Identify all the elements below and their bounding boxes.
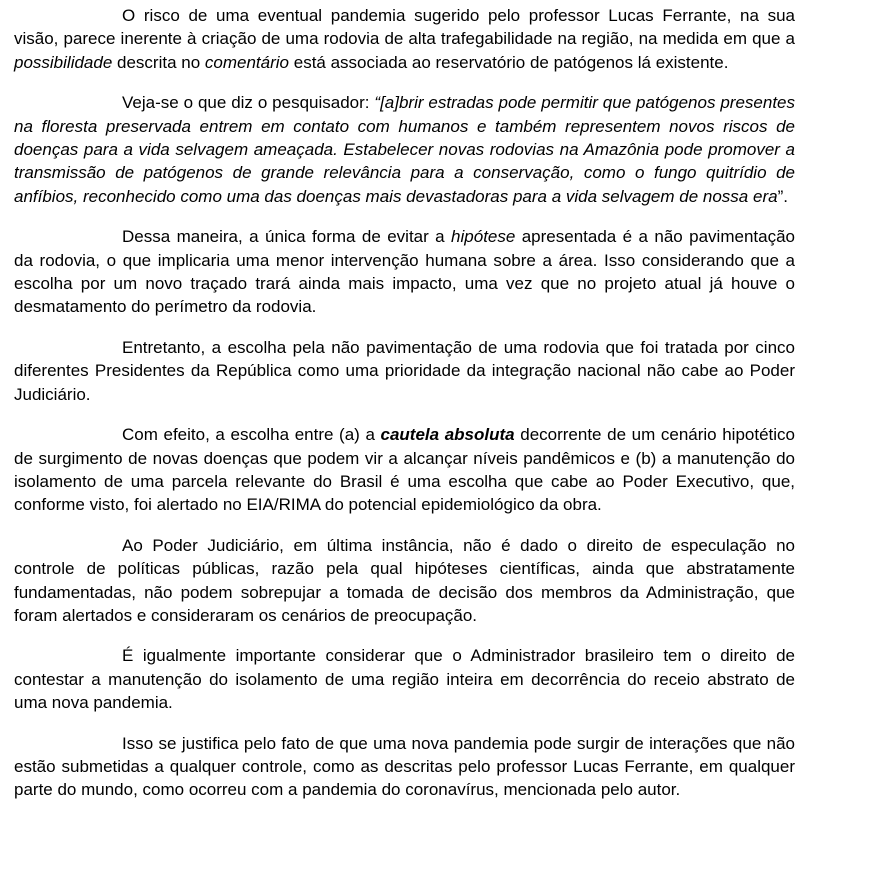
text-run: É igualmente importante considerar que o Administrador brasileiro tem o direito de contestar a manutenção do isolamento de uma região inteira em decorrência do receio abstrato de uma nova pandemia.: [14, 646, 795, 713]
paragraph-avoid-hypothesis: [14, 225, 795, 319]
text-run: O risco de uma eventual pandemia sugerido pelo professor Lucas Ferrante, na sua visão, parece inerente à criação de uma rodovia de alta trafegabilidade na região, na medida em que a: [14, 6, 795, 49]
text-run-bold-italic: cautela absoluta: [380, 425, 515, 445]
text-run-italic: possibilidade: [14, 52, 113, 72]
paragraph-administrator-right: [14, 644, 795, 714]
text-run: apresentada é a não pavimentação da rodovia, o que implicaria uma menor intervenção humana sobre a área. Isso considerando que a escolha por um novo traçado trará ainda mais impacto, uma vez que no projeto atual já houve o desmatamento do perímetro da rodovia.: [14, 227, 795, 317]
text-run-quote-italic: “[a]brir estradas pode permitir que patógenos presentes na floresta preservada entrem em contato com humanos e também representem novos riscos de doenças para a vida selvagem ameaçada. Estabelecer novas rodovias na Amazônia pode promover a transmissão de patógenos de grande relevância para a conservação, como o fungo quitrídio de anfíbios, reconhecido como uma das doenças mais devastadoras para a vida selvagem de nossa era: [14, 93, 795, 206]
text-run-italic: hipótese: [451, 227, 516, 247]
text-run: Com efeito, a escolha entre (a) a: [122, 425, 381, 445]
text-run: Isso se justifica pelo fato de que uma nova pandemia pode surgir de interações que não estão submetidas a qualquer controle, como as descritas pelo professor Lucas Ferrante, em qualquer parte do mundo, como ocorreu com a pandemia do coronavírus, mencionada pelo autor.: [14, 733, 795, 800]
text-run: Entretanto, a escolha pela não pavimentação de uma rodovia que foi tratada por cinco diferentes Presidentes da República como uma prioridade da integração nacional não cabe ao Poder Judiciário.: [14, 337, 795, 404]
paragraph-judiciary-limits: [14, 534, 795, 628]
text-run: Ao Poder Judiciário, em última instância, não é dado o direito de especulação no controle de políticas públicas, razão pela qual hipóteses científicas, ainda que abstratamente fundamentadas, não podem sobrepujar a tomada de decisão dos membros da Administração, que foram alertados e consideraram os cenários de preocupação.: [14, 535, 795, 625]
text-run: Veja-se o que diz o pesquisador:: [122, 93, 375, 113]
text-run: descrita no: [112, 52, 205, 72]
paragraph-risk-pandemic: [14, 4, 795, 74]
paragraph-choice-executive: [14, 423, 795, 517]
text-run: ”.: [777, 186, 788, 206]
text-run: decorrente de um cenário hipotético de surgimento de novas doenças que podem vir a alcançar níveis pandêmicos e (b) a manutenção do isolamento de uma parcela relevante do Brasil é uma escolha que cabe ao Poder Executivo, que, conforme visto, foi alertado no EIA/RIMA do potencial epidemiológico da obra.: [14, 425, 796, 515]
text-run: está associada ao reservatório de patógenos lá existente.: [289, 52, 729, 72]
text-run: Dessa maneira, a única forma de evitar a: [122, 227, 452, 247]
paragraph-presidents-priority: [14, 336, 795, 406]
text-run-italic: comentário: [204, 52, 290, 72]
paragraph-researcher-quote: [14, 91, 795, 208]
paragraph-pandemic-justification: [14, 732, 795, 802]
